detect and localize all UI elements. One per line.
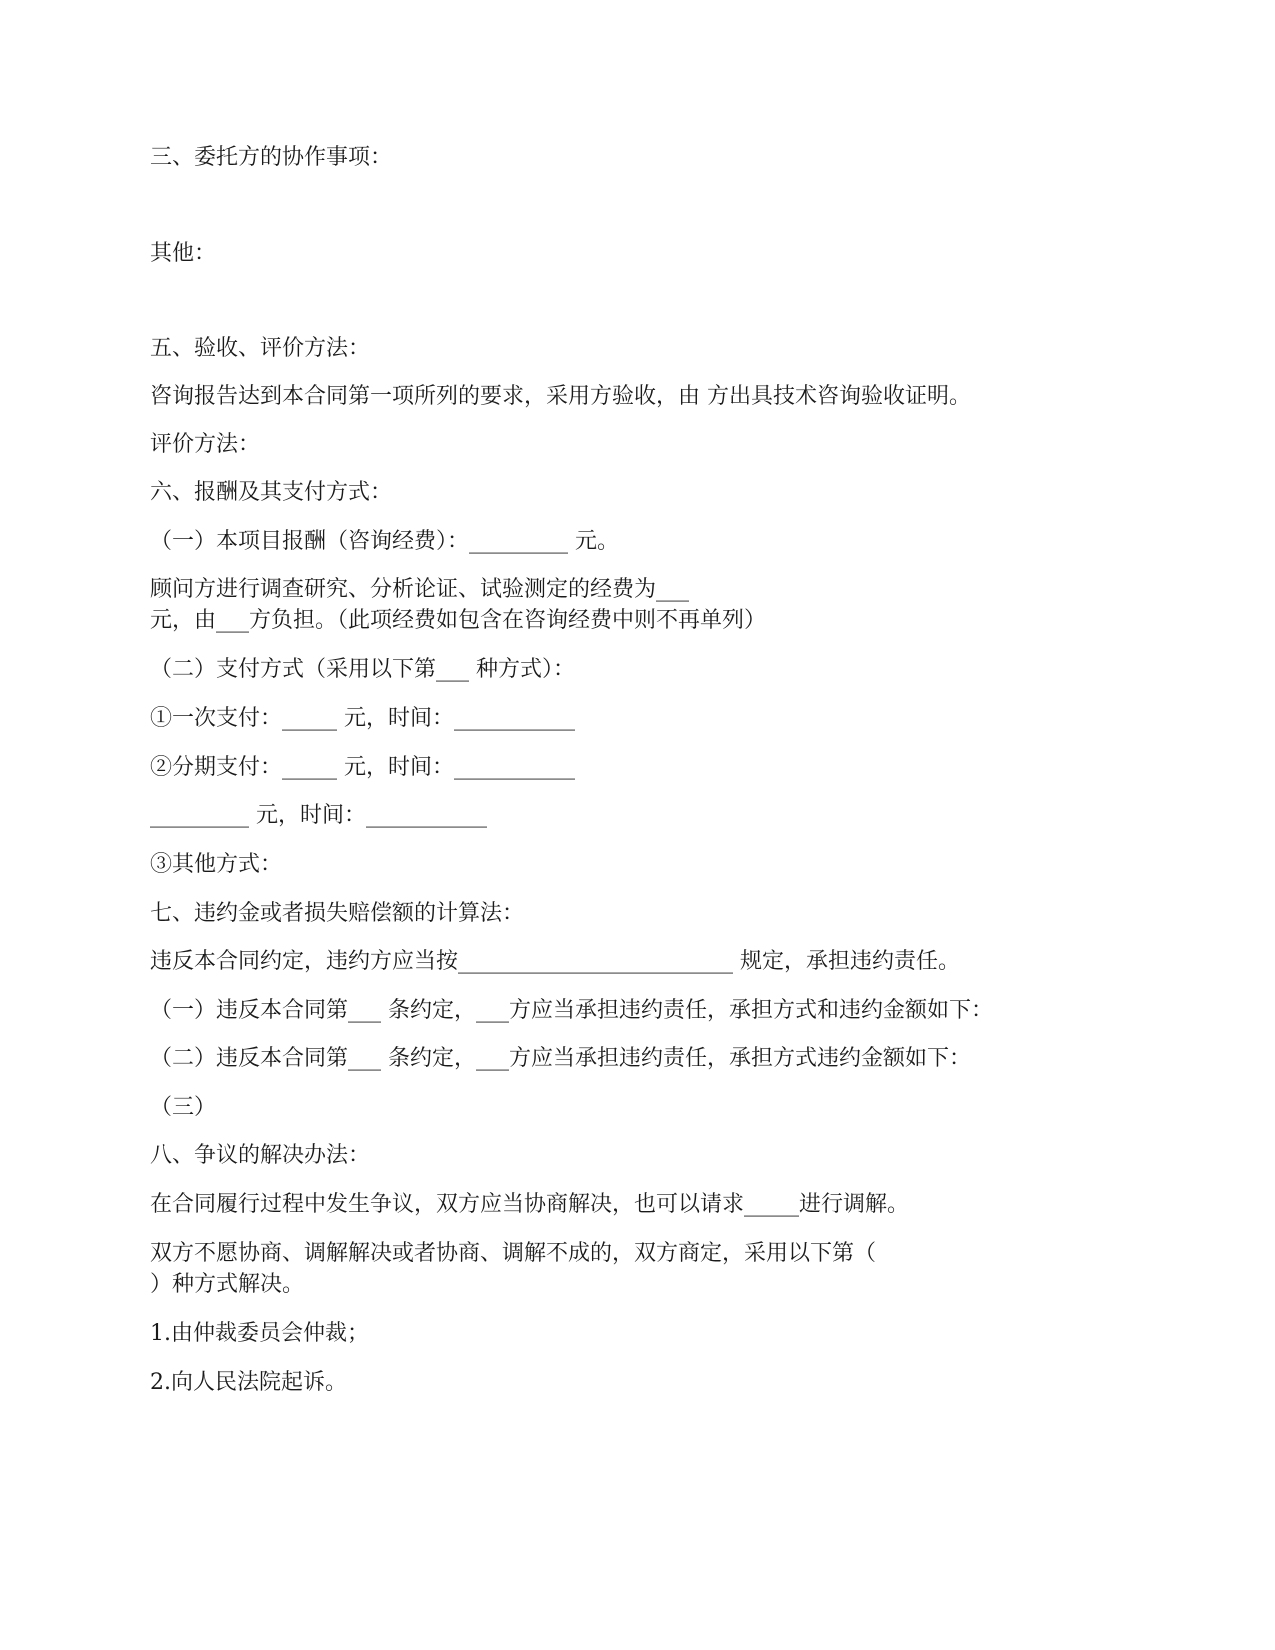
payment-method-heading: （二）支付方式（采用以下第___ 种方式）： [150, 657, 575, 682]
resolution-line-1: 双方不愿协商、调解解决或者协商、调解不成的，双方商定，采用以下第（ [150, 1241, 877, 1266]
resolution-option-1: 1.由仲裁委员会仲裁； [150, 1321, 369, 1346]
research-cost-line-2: 元，由___方负担。（此项经费如包含在咨询经费中则不再单列） [150, 608, 767, 633]
other-label: 其他： [150, 241, 217, 266]
fee-clause: （一）本项目报酬（咨询经费）：_________ 元。 [150, 529, 619, 554]
section-6-heading: 六、报酬及其支付方式： [150, 480, 393, 505]
acceptance-paragraph: 咨询报告达到本合同第一项所列的要求，采用方验收，由 方出具技术咨询验收证明。 [150, 384, 971, 409]
liability-clause-3: （三） [150, 1095, 217, 1120]
section-8-heading: 八、争议的解决办法： [150, 1143, 371, 1168]
resolution-line-2: ）种方式解决。 [150, 1272, 305, 1297]
liability-clause-1: （一）违反本合同第___ 条约定，___方应当承担违约责任，承担方式和违约金额如下： [150, 998, 993, 1023]
payment-option-2: ②分期支付：_____ 元，时间：___________ [150, 755, 575, 780]
liability-clause-2: （二）违反本合同第___ 条约定，___方应当承担违约责任，承担方式违约金额如下： [150, 1046, 971, 1071]
section-5-heading: 五、验收、评价方法： [150, 336, 371, 361]
section-7-heading: 七、违约金或者损失赔偿额的计算法： [150, 901, 525, 926]
dispute-paragraph: 在合同履行过程中发生争议，双方应当协商解决，也可以请求_____进行调解。 [150, 1192, 910, 1217]
resolution-option-2: 2.向人民法院起诉。 [150, 1370, 347, 1395]
payment-installment-line: _________ 元，时间：___________ [150, 803, 487, 828]
research-cost-line-1: 顾问方进行调查研究、分析论证、试验测定的经费为___ [150, 577, 690, 602]
liability-paragraph: 违反本合同约定，违约方应当按_________________________ 规定，承担违约责任。 [150, 949, 960, 974]
payment-option-1: ①一次支付：_____ 元，时间：___________ [150, 706, 575, 731]
section-3-heading: 三、委托方的协作事项： [150, 145, 393, 170]
payment-option-3: ③其他方式： [150, 852, 283, 877]
evaluation-method-label: 评价方法： [150, 432, 261, 457]
